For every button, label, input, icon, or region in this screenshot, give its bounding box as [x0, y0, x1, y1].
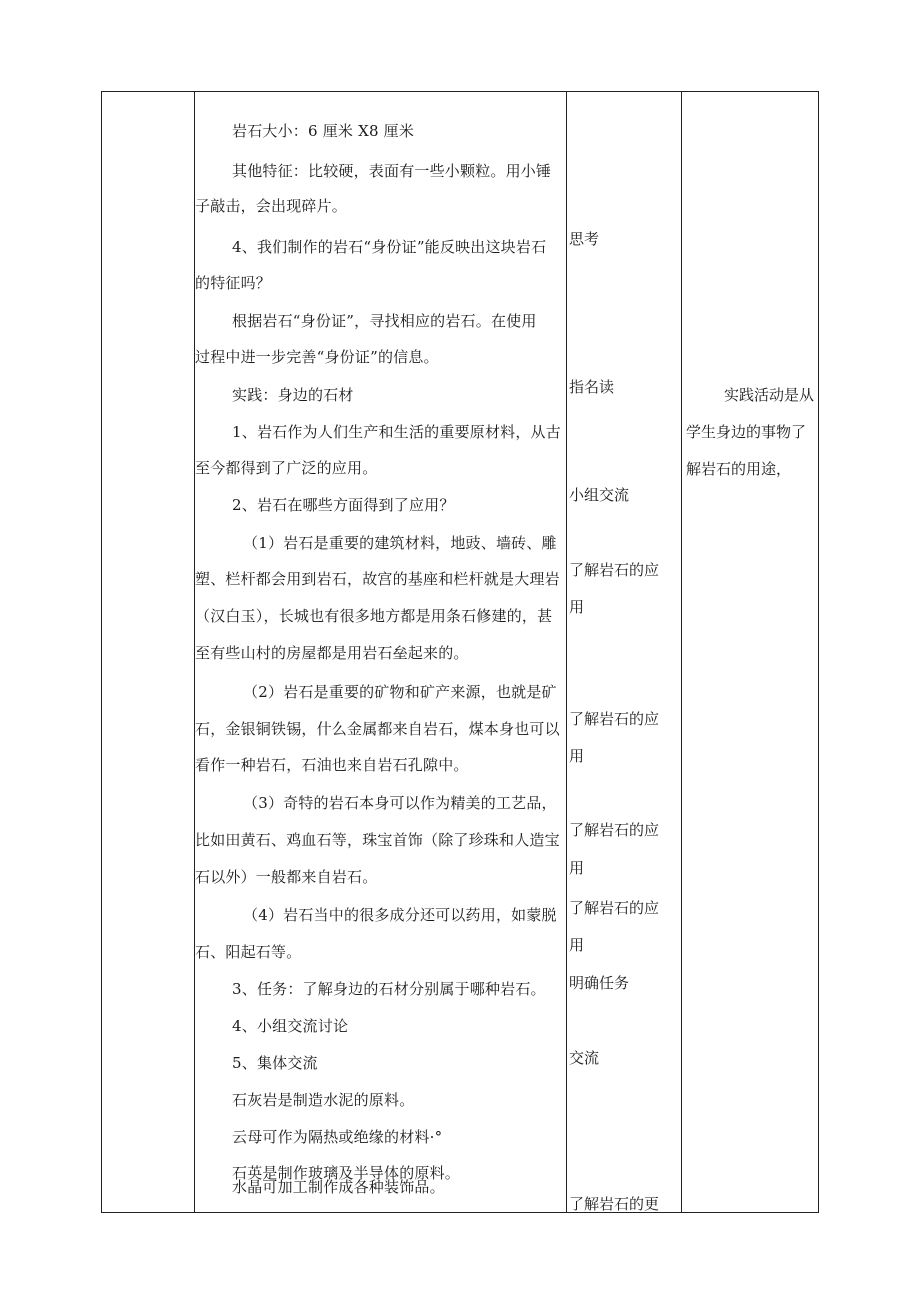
intent-line: 解岩石的用途， [686, 460, 792, 478]
activity-item: 明确任务 [569, 974, 630, 992]
content-line: （1）岩石是重要的建筑材料，地豉、墙砖、雕 [243, 534, 557, 552]
content-line: 石、阳起石等。 [195, 943, 302, 961]
content-line: 比如田黄石、鸡血石等，珠宝首饰（除了珍珠和人造宝 [195, 831, 560, 849]
content-line: 2、岩石在哪些方面得到了应用？ [232, 496, 455, 514]
content-line: 塑、栏杆都会用到岩石，故宫的基座和栏杆就是大理岩 [195, 570, 560, 588]
content-line: 其他特征：比较硬，表面有一些小颗粒。用小锤 [232, 162, 552, 180]
content-line: 至今都得到了广泛的应用。 [195, 459, 378, 477]
content-line: 石，金银铜铁锡，什么金属都来自岩石，煤本身也可以 [195, 720, 560, 738]
activity-item: 了解岩石的应 [569, 899, 660, 917]
content-line: 实践：身边的石材 [232, 386, 354, 404]
activity-item: 用 [569, 859, 585, 877]
content-line: （3）奇特的岩石本身可以作为精美的工艺品， [243, 794, 557, 812]
content-line: 3、任务：了解身边的石材分别属于哪种岩石。 [232, 980, 546, 998]
content-line: 1、岩石作为人们生产和生活的重要原材料，从古 [232, 423, 561, 441]
content-line: 4、小组交流讨论 [232, 1017, 349, 1035]
lesson-table [101, 91, 819, 1213]
column-divider [566, 92, 567, 1212]
activity-item: 了解岩石的应 [569, 710, 660, 728]
content-line: 石灰岩是制造水泥的原料。 [232, 1091, 415, 1109]
content-line: （2）岩石是重要的矿物和矿产来源，也就是矿 [243, 683, 557, 701]
content-line: 根据岩石“身份证”，寻找相应的岩石。在使用 [232, 312, 537, 330]
activity-item: 用 [569, 598, 585, 616]
intent-line: 实践活动是从 [724, 386, 815, 404]
activity-item: 了解岩石的应 [569, 561, 660, 579]
content-line: （4）岩石当中的很多成分还可以药用，如蒙脱 [243, 906, 557, 924]
content-line: 岩石大小：6 厘米 X8 厘米 [232, 122, 415, 140]
activity-item: 用 [569, 747, 585, 765]
column-divider [681, 92, 682, 1212]
content-line: 子敲击，会出现碎片。 [195, 197, 348, 215]
activity-item: 指名读 [569, 378, 615, 396]
activity-item: 思考 [569, 230, 600, 248]
content-line: 过程中进一步完善“身份证”的信息。 [195, 348, 439, 366]
intent-line: 学生身边的事物了 [686, 423, 807, 441]
content-line: 5、集体交流 [232, 1054, 318, 1072]
content-line: 石英是制作玻璃及半导体的原料。 [232, 1164, 461, 1182]
content-line: 看作一种岩石，石油也来自岩石孔隙中。 [195, 756, 469, 774]
activity-item: 交流 [569, 1049, 600, 1067]
content-line: 的特征吗？ [195, 274, 272, 292]
content-line: 4、我们制作的岩石“身份证”能反映出这块岩石 [232, 238, 547, 256]
content-line: 至有些山村的房屋都是用岩石垒起来的。 [195, 644, 469, 662]
activity-item: 了解岩石的应 [569, 821, 660, 839]
content-line: 云母可作为隔热或绝缘的材料·° [232, 1128, 443, 1146]
activity-item: 了解岩石的更 [569, 1195, 660, 1213]
activity-item: 小组交流 [569, 486, 630, 504]
content-line: 石以外）一般都来自岩石。 [195, 868, 378, 886]
content-line: 水晶可加工制作成各种装饰品。 [232, 1178, 445, 1196]
activity-item: 用 [569, 936, 585, 954]
content-line: （汉白玉），长城也有很多地方都是用条石修建的，甚 [195, 607, 553, 625]
